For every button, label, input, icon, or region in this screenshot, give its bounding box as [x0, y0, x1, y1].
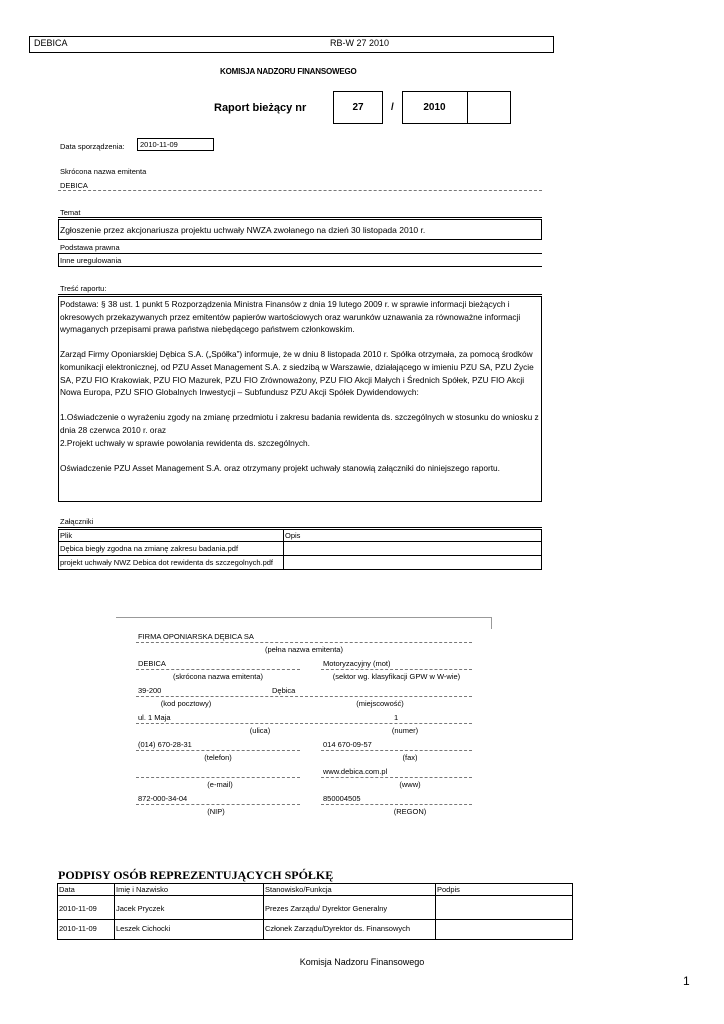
- authority-title: KOMISJA NADZORU FINANSOWEGO: [220, 67, 357, 76]
- subject-top-rule: [58, 217, 542, 218]
- signatures-header-position: Stanowisko/Funkcja: [265, 885, 332, 894]
- attachments-row-rule-2: [58, 555, 542, 556]
- attachments-header-desc: Opis: [285, 531, 301, 540]
- issuer-short-name-caption: (skrócona nazwa emitenta): [172, 672, 264, 681]
- issuer-regon: 850004505: [323, 794, 361, 803]
- issuer-fax: 014 670-09-57: [323, 740, 372, 749]
- signature-row-2-position: Członek Zarządu/Dyrektor ds. Finansowych: [265, 924, 411, 933]
- attachment-file-2[interactable]: projekt uchwały NWZ Debica dot rewidenta ds szczegolnych.pdf: [60, 558, 274, 567]
- attachments-header-file: Plik: [60, 531, 73, 540]
- content-paragraph-1: Podstawa: § 38 ust. 1 punkt 5 Rozporządzenia Ministra Finansów z dnia 19 lutego 2009 r. w sprawie informacji bieżących i okresowych przekazywanych przez emitentów papierów wartościowych oraz warunków uznawania za równoważne informacji wymaganych przepisami prawa państwa niebędącego państwem członkowskim.: [60, 299, 521, 335]
- content-paragraph-2: Zarząd Firmy Oponiarskiej Dębica S.A. („Spółka”) informuje, że w dniu 8 listopada 2010 r. Spółka otrzymała, za pomocą środków komunikacji elektronicznej, od PZU Asset Management S.A. z siedzibą w Warszawie, działającego w imieniu PZU SA, PZU Życie SA, PZU FIO Krakowiak, PZU FIO Mazurek, PZU FIO Zrównoważony, PZU FIO Akcji Małych i Średnich Spółek, PZU FIO Akcji Nowa Europa, PZU SFIO Globalnych Inwestycji – Subfundusz PZU Akcji Spółek Dywidendowych:: [60, 349, 534, 398]
- issuer-www-caption: (www): [399, 780, 421, 789]
- issuer-full-name-underline: [136, 642, 472, 643]
- issuer-postal-code: 39-200: [138, 686, 162, 695]
- signature-row-1-name: Jacek Pryczek: [116, 904, 165, 913]
- signatures-header-signature: Podpis: [437, 885, 460, 894]
- short-name-underline: [58, 190, 542, 191]
- issuer-street: ul. 1 Maja: [138, 713, 171, 722]
- content-paragraph-3: 1.Oświadczenie o wyrażeniu zgody na zmianę przedmiotu i zakresu badania rewidenta ds. szczególnych w stosunku do wniosku z dnia 28 czerwca 2010 r. oraz 2.Projekt uchwały w sprawie powołania rewidenta ds. szczególnych.: [60, 412, 539, 448]
- signatures-header-rule: [57, 895, 573, 896]
- short-name-value: DEBICA: [60, 181, 88, 190]
- signature-row-1-signature: [435, 903, 573, 905]
- issuer-full-name-caption: (pełna nazwa emitenta): [265, 645, 343, 654]
- signatures-header-date: Data: [59, 885, 75, 894]
- short-name-label: Skrócona nazwa emitenta: [60, 167, 147, 176]
- issuer-full-name: FIRMA OPONIARSKA DĘBICA SA: [138, 632, 254, 641]
- issuer-short-name-underline: [136, 669, 300, 670]
- attachment-desc-1: [283, 543, 542, 545]
- issuer-sector-underline: [321, 669, 472, 670]
- issuer-street-underline: [136, 723, 472, 724]
- report-number: 27: [352, 102, 364, 113]
- attachments-top-rule: [58, 527, 542, 528]
- header-report-id: RB-W 27 2010: [330, 38, 390, 48]
- legal-basis-rule-1: [58, 253, 542, 254]
- signature-row-1-position: Prezes Zarządu/ Dyrektor Generalny: [265, 904, 388, 913]
- report-slash: /: [391, 102, 394, 113]
- page-number: 1: [683, 974, 690, 988]
- issuer-postal-code-caption: (kod pocztowy): [160, 699, 212, 708]
- subject-label: Temat: [60, 208, 81, 217]
- issuer-email-caption: (e-mail): [207, 780, 233, 789]
- issuer-fax-underline: [321, 750, 472, 751]
- report-label: Raport bieżący nr: [214, 102, 307, 114]
- issuer-fax-caption: (fax): [402, 753, 418, 762]
- legal-basis-left-edge: [58, 253, 59, 266]
- footer-text: Komisja Nadzoru Finansowego: [299, 957, 425, 967]
- issuer-sector-caption: (sektor wg. klasyfikacji GPW w W-wie): [332, 672, 461, 681]
- header-company: DEBICA: [34, 38, 68, 48]
- attachments-row-rule-1: [58, 541, 542, 542]
- issuer-sector: Motoryzacyjny (mot): [323, 659, 391, 668]
- content-label: Treść raportu:: [60, 284, 107, 293]
- issuer-phone-caption: (telefon): [204, 753, 232, 762]
- issuer-email-underline: [136, 777, 300, 778]
- signature-row-2-date: 2010-11-09: [59, 924, 97, 933]
- content-text: [60, 298, 540, 474]
- signature-row-2-name: Leszek Cichocki: [116, 924, 171, 933]
- subject-value: Zgłoszenie przez akcjonariusza projektu uchwały NWZA zwołanego na dzień 30 listopada 2010 r.: [60, 225, 426, 235]
- issuer-nip-underline: [136, 804, 300, 805]
- signatures-header-name: Imię i Nazwisko: [116, 885, 169, 894]
- issuer-short-name: DEBICA: [138, 659, 166, 668]
- date-value: 2010-11-09: [140, 140, 178, 149]
- report-year-divider: [467, 91, 468, 124]
- signature-row-2-signature: [435, 923, 573, 925]
- header-bar: [29, 36, 554, 53]
- report-year: 2010: [423, 102, 446, 113]
- issuer-nip: 872-000-34-04: [138, 794, 188, 803]
- issuer-number-caption: (numer): [391, 726, 419, 735]
- issuer-street-caption: (ulica): [249, 726, 271, 735]
- issuer-block-right: [491, 617, 492, 629]
- issuer-regon-caption: (REGON): [393, 807, 427, 816]
- date-label: Data sporządzenia:: [60, 142, 125, 151]
- content-paragraph-4: Oświadczenie PZU Asset Management S.A. oraz otrzymany projekt uchwały stanowią załączniki do niniejszego raportu.: [60, 462, 500, 473]
- issuer-www[interactable]: www.debica.com.pl: [323, 767, 388, 776]
- attachments-label: Załączniki: [60, 517, 94, 526]
- issuer-nip-caption: (NIP): [207, 807, 225, 816]
- issuer-phone: (014) 670-28-31: [138, 740, 192, 749]
- issuer-postal-underline: [136, 696, 472, 697]
- issuer-regon-underline: [321, 804, 472, 805]
- attachment-desc-2: [283, 557, 542, 559]
- issuer-www-underline: [321, 777, 472, 778]
- content-top-rule: [58, 294, 542, 295]
- signatures-row-rule: [57, 919, 573, 920]
- legal-basis-value: Inne uregulowania: [60, 256, 122, 265]
- issuer-city-caption: (miejscowość): [356, 699, 404, 708]
- signature-row-1-date: 2010-11-09: [59, 904, 97, 913]
- issuer-city: Dębica: [272, 686, 296, 695]
- attachment-file-1[interactable]: Dębica biegły zgodna na zmianę zakresu badania.pdf: [60, 544, 239, 553]
- signatures-title: PODPISY OSÓB REPREZENTUJĄCYCH SPÓŁKĘ: [58, 868, 334, 882]
- legal-basis-rule-2: [58, 266, 542, 267]
- issuer-block-top: [116, 617, 492, 618]
- legal-basis-label: Podstawa prawna: [60, 243, 120, 252]
- issuer-phone-underline: [136, 750, 300, 751]
- issuer-number: 1: [394, 713, 399, 722]
